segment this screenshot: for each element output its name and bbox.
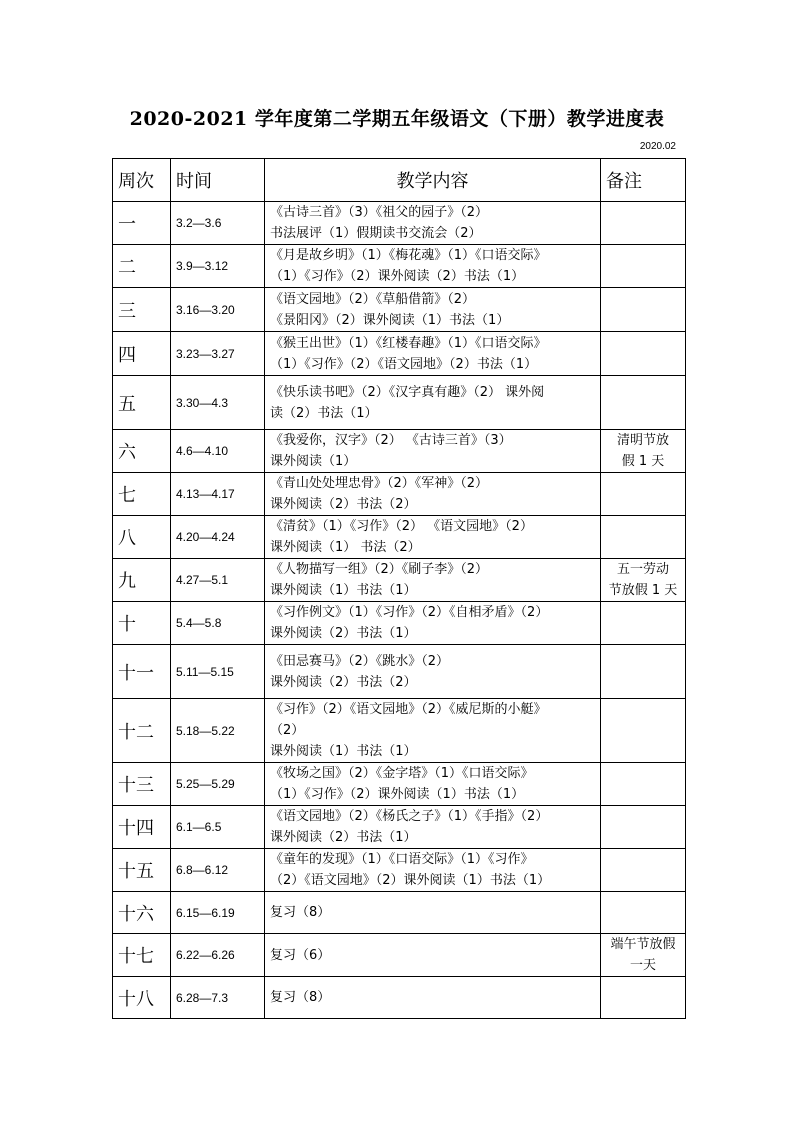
week-cell: 六	[113, 430, 171, 473]
content-line: 课外阅读（1）	[270, 454, 357, 469]
time-cell: 3.23—3.27	[171, 332, 265, 376]
note-line: 一天	[629, 958, 656, 973]
table-row	[113, 602, 686, 645]
time-cell: 4.13—4.17	[171, 473, 265, 516]
content-line: 复习（6）	[270, 947, 331, 963]
week-cell: 一	[113, 202, 171, 245]
content-cell	[265, 559, 601, 602]
time-cell: 6.22—6.26	[171, 934, 265, 977]
note-cell	[601, 934, 686, 977]
header-note: 备注	[601, 159, 686, 202]
time-cell: 4.27—5.1	[171, 559, 265, 602]
content-line: （2）《语文园地》（2）课外阅读（1）书法（1）	[270, 873, 551, 888]
time-cell: 6.15—6.19	[171, 892, 265, 934]
note-line: 五一劳动	[616, 562, 669, 577]
content-cell	[265, 934, 601, 977]
time-cell: 3.2—3.6	[171, 202, 265, 245]
content-line: 《田忌赛马》（2）《跳水》（2）	[270, 653, 450, 669]
note-line: 节放假 1 天	[608, 583, 678, 598]
document-date: 2020.02	[639, 141, 676, 152]
content-cell	[265, 806, 601, 849]
note-cell	[601, 645, 686, 699]
content-line: 课外阅读（1）书法（1）	[270, 583, 417, 598]
time-cell: 5.11—5.15	[171, 645, 265, 699]
content-line: 《语文园地》（2）《杨氏之子》（1）《手指》（2）	[270, 809, 549, 824]
week-cell: 十	[113, 602, 171, 645]
note-cell	[601, 245, 686, 288]
table-row	[113, 473, 686, 516]
table-row	[113, 699, 686, 763]
content-cell	[265, 332, 601, 376]
time-cell: 4.6—4.10	[171, 430, 265, 473]
content-cell	[265, 430, 601, 473]
note-line: 端午节放假	[610, 937, 676, 952]
note-cell	[601, 763, 686, 806]
time-cell: 5.25—5.29	[171, 763, 265, 806]
week-cell: 四	[113, 332, 171, 376]
week-cell: 三	[113, 288, 171, 332]
content-line: 《月是故乡明》（1）《梅花魂》（1）《口语交际》	[270, 248, 547, 263]
content-cell	[265, 763, 601, 806]
note-cell	[601, 559, 686, 602]
time-cell: 6.8—6.12	[171, 849, 265, 892]
content-line: 《习作》（2）《语文园地》（2）《威尼斯的小艇》	[270, 702, 547, 717]
note-cell	[601, 977, 686, 1019]
table-row	[113, 763, 686, 806]
note-cell	[601, 332, 686, 376]
note-cell	[601, 430, 686, 473]
table-row	[113, 934, 686, 977]
content-line: 《童年的发现》（1）《口语交际》（1）《习作》	[270, 852, 534, 867]
note-cell	[601, 473, 686, 516]
note-cell	[601, 806, 686, 849]
time-cell: 6.1—6.5	[171, 806, 265, 849]
content-line: 《语文园地》（2）《草船借箭》（2）	[270, 291, 476, 307]
week-cell: 十四	[113, 806, 171, 849]
content-line: 课外阅读（2）书法（1）	[270, 830, 417, 845]
content-cell	[265, 376, 601, 430]
week-cell: 二	[113, 245, 171, 288]
table-row	[113, 645, 686, 699]
content-cell	[265, 245, 601, 288]
time-cell: 6.28—7.3	[171, 977, 265, 1019]
table-row	[113, 977, 686, 1019]
content-cell	[265, 645, 601, 699]
table-row	[113, 430, 686, 473]
content-line: 读（2）书法（1）	[270, 405, 378, 421]
content-line: 课外阅读（2）书法（2）	[270, 497, 417, 512]
schedule-table	[112, 158, 686, 1019]
page-title: 2020-2021 学年度第二学期五年级语文（下册）教学进度表	[129, 108, 665, 130]
content-line: 《景阳冈》（2）课外阅读（1）书法（1）	[270, 312, 510, 328]
table-row	[113, 245, 686, 288]
table-row	[113, 332, 686, 376]
content-line: 《清贫》（1）《习作》（2） 《语文园地》（2）	[270, 519, 533, 534]
time-cell: 5.18—5.22	[171, 699, 265, 763]
content-cell	[265, 473, 601, 516]
note-cell	[601, 849, 686, 892]
content-cell	[265, 202, 601, 245]
time-cell: 3.30—4.3	[171, 376, 265, 430]
table-row	[113, 892, 686, 934]
week-cell: 八	[113, 516, 171, 559]
content-line: 《青山处处埋忠骨》（2）《军神》（2）	[270, 476, 489, 491]
content-line: 复习（8）	[270, 990, 331, 1005]
content-line: （1）《习作》（2）《语文园地》（2）书法（1）	[270, 356, 538, 372]
table-body	[113, 202, 686, 1019]
header-time: 时间	[171, 159, 265, 202]
week-cell: 五	[113, 376, 171, 430]
week-cell: 十八	[113, 977, 171, 1019]
week-cell: 十一	[113, 645, 171, 699]
note-cell	[601, 699, 686, 763]
content-cell	[265, 602, 601, 645]
note-cell	[601, 602, 686, 645]
table-row	[113, 288, 686, 332]
content-cell	[265, 892, 601, 934]
week-cell: 十二	[113, 699, 171, 763]
time-cell: 3.9—3.12	[171, 245, 265, 288]
week-cell: 九	[113, 559, 171, 602]
content-line: 《牧场之国》（2）《金字塔》（1）《口语交际》	[270, 766, 534, 781]
content-cell	[265, 699, 601, 763]
week-cell: 七	[113, 473, 171, 516]
note-cell	[601, 202, 686, 245]
content-line: 《我爱你，汉字》（2） 《古诗三首》（3）	[270, 433, 512, 448]
content-cell	[265, 516, 601, 559]
note-cell	[601, 892, 686, 934]
table-row	[113, 849, 686, 892]
table-row	[113, 559, 686, 602]
content-line: 《猴王出世》（1）《红楼春趣》（1）《口语交际》	[270, 335, 547, 351]
note-line: 清明节放	[616, 433, 669, 448]
content-line: 课外阅读（1） 书法（2）	[270, 540, 421, 555]
week-cell: 十三	[113, 763, 171, 806]
time-cell: 5.4—5.8	[171, 602, 265, 645]
header-content: 教学内容	[265, 159, 601, 202]
content-line: 书法展评（1）假期读书交流会（2）	[270, 226, 482, 241]
week-cell: 十七	[113, 934, 171, 977]
note-cell	[601, 516, 686, 559]
table-row	[113, 806, 686, 849]
week-cell: 十六	[113, 892, 171, 934]
note-line: 假 1 天	[621, 454, 665, 469]
content-cell	[265, 849, 601, 892]
header-week: 周次	[113, 159, 171, 202]
content-line: 课外阅读（1）书法（1）	[270, 744, 417, 759]
week-cell: 十五	[113, 849, 171, 892]
content-line: 《古诗三首》（3）《祖父的园子》（2）	[270, 205, 489, 220]
table-row	[113, 376, 686, 430]
content-line: （1）《习作》（2）课外阅读（1）书法（1）	[270, 787, 525, 802]
content-line: 课外阅读（2）书法（2）	[270, 674, 417, 690]
content-cell	[265, 288, 601, 332]
table-row	[113, 202, 686, 245]
content-line: 《人物描写一组》（2）《刷子李》（2）	[270, 562, 489, 577]
content-cell	[265, 977, 601, 1019]
content-line: 《习作例文》（1）《习作》（2）《自相矛盾》（2）	[270, 605, 549, 620]
content-line: （1）《习作》（2）课外阅读（2）书法（1）	[270, 269, 525, 284]
content-line: 《快乐读书吧》（2）《汉字真有趣》（2） 课外阅	[270, 384, 545, 400]
table-header-row	[113, 159, 686, 202]
content-line: （2）	[270, 723, 305, 738]
note-cell	[601, 376, 686, 430]
table-row	[113, 516, 686, 559]
content-line: 复习（8）	[270, 905, 331, 920]
time-cell: 4.20—4.24	[171, 516, 265, 559]
note-cell	[601, 288, 686, 332]
time-cell: 3.16—3.20	[171, 288, 265, 332]
content-line: 课外阅读（2）书法（1）	[270, 626, 417, 641]
